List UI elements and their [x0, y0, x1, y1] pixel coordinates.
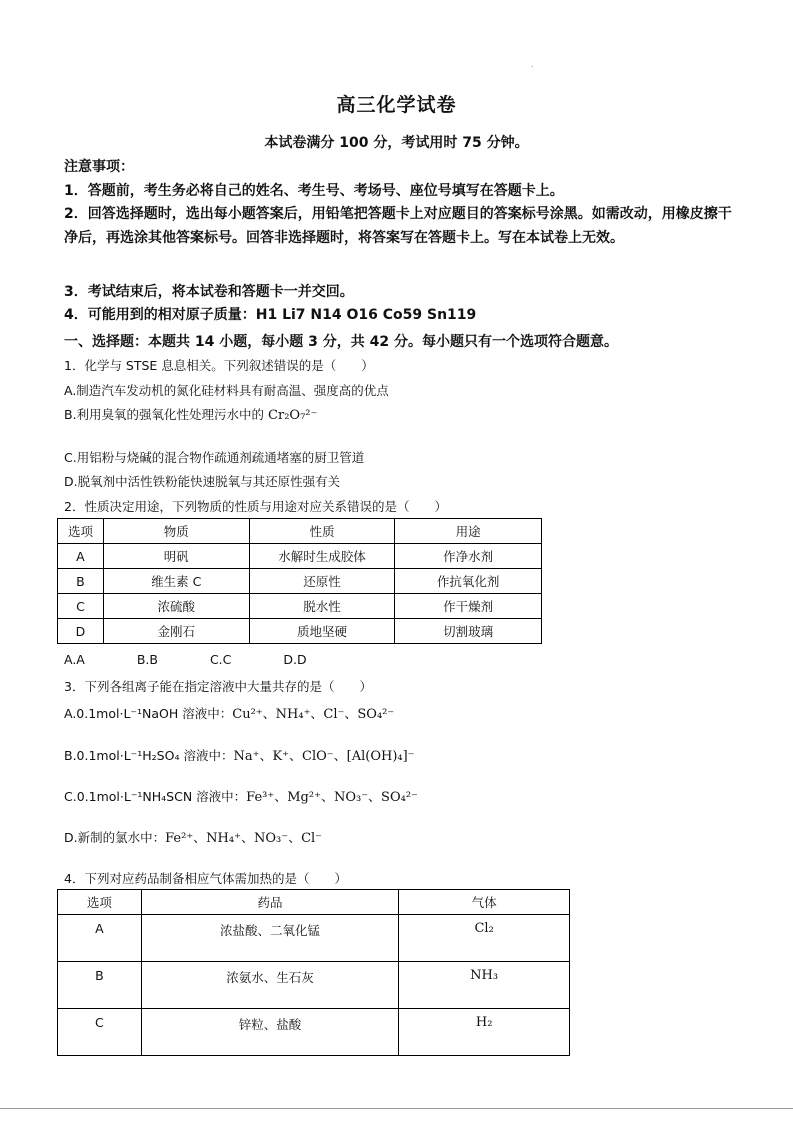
table-header-row [58, 519, 542, 544]
table-cell: 水解时生成胶体 [249, 544, 395, 569]
header-cell: 性质 [249, 519, 395, 544]
table-row [58, 594, 542, 619]
table-cell: Cl₂ [399, 915, 570, 962]
notice-item-4: 4．可能用到的相对原子质量：H1 Li7 N14 O16 Co59 Sn119 [64, 307, 477, 323]
ion-list: Fe³⁺、Mg²⁺、NO₃⁻、SO₄²⁻ [246, 790, 418, 805]
question-1-stem: 1．化学与 STSE 息息相关。下列叙述错误的是（ ） [64, 358, 374, 373]
question-3-option-d [64, 827, 322, 846]
question-3-stem: 3．下列各组离子能在指定溶液中大量共存的是（ ） [64, 679, 372, 694]
header-cell: 选项 [58, 890, 142, 915]
table-cell: C [58, 1009, 142, 1056]
table-cell: 明矾 [103, 544, 249, 569]
table-cell: 脱水性 [249, 594, 395, 619]
table-cell: C [58, 594, 104, 619]
question-2-answers [64, 652, 335, 667]
question-4-table [57, 889, 570, 1056]
header-cell: 物质 [103, 519, 249, 544]
option-label: D.新制的氯水中： [64, 830, 166, 845]
table-cell: D [58, 619, 104, 644]
question-3-option-b [64, 745, 415, 764]
dichromate-formula: Cr₂O₇²⁻ [268, 408, 318, 423]
answer-c: C.C [209, 652, 232, 667]
table-header-row [58, 890, 570, 915]
header-cell: 用途 [395, 519, 542, 544]
table-cell: 质地坚硬 [249, 619, 395, 644]
option-label: B.0.1mol·L⁻¹H₂SO₄ 溶液中： [64, 748, 234, 763]
table-cell: A [58, 915, 142, 962]
ion-list: Fe²⁺、NH₄⁺、NO₃⁻、Cl⁻ [165, 831, 323, 846]
table-cell: B [58, 962, 142, 1009]
question-1-option-c: C.用铝粉与烧碱的混合物作疏通剂疏通堵塞的厨卫管道 [64, 450, 365, 465]
table-cell: 切割玻璃 [395, 619, 542, 644]
table-row [58, 1009, 570, 1056]
option-label: A.0.1mol·L⁻¹NaOH 溶液中： [64, 706, 233, 721]
header-cell: 气体 [399, 890, 570, 915]
table-cell: 浓盐酸、二氧化锰 [141, 915, 398, 962]
answer-a: A.A [64, 652, 85, 667]
answer-d: D.D [283, 652, 307, 667]
notice-item-2: 2．回答选择题时，选出每小题答案后，用铅笔把答题卡上对应题目的答案标号涂黑。如需改动，用橡皮擦干净后，再选涂其他答案标号。回答非选择题时，将答案写在答题卡上。写在本试卷上无效。 [64, 206, 732, 246]
question-3-option-a [64, 703, 394, 722]
option-label: C.0.1mol·L⁻¹NH₄SCN 溶液中： [64, 789, 247, 804]
question-1-option-d: D.脱氧剂中活性铁粉能快速脱氧与其还原性强有关 [64, 474, 341, 489]
table-row [58, 619, 542, 644]
table-cell: 作抗氧化剂 [395, 569, 542, 594]
question-4-stem: 4．下列对应药品制备相应气体需加热的是（ ） [64, 871, 347, 886]
question-2-stem: 2．性质决定用途，下列物质的性质与用途对应关系错误的是（ ） [64, 499, 447, 514]
table-cell: 金刚石 [103, 619, 249, 644]
question-1-option-b [64, 405, 317, 423]
page-bottom-divider [0, 1108, 793, 1109]
header-cell: 选项 [58, 519, 104, 544]
section-heading: 一、选择题：本题共 14 小题，每小题 3 分，共 42 分。每小题只有一个选项符合题意。 [64, 334, 618, 350]
ion-list: Cu²⁺、NH₄⁺、Cl⁻、SO₄²⁻ [232, 707, 395, 722]
table-cell: 作干燥剂 [395, 594, 542, 619]
table-cell: 锌粒、盐酸 [141, 1009, 398, 1056]
question-3-option-c [64, 786, 418, 805]
table-cell: NH₃ [399, 962, 570, 1009]
table-cell: B [58, 569, 104, 594]
notice-item-3: 3．考试结束后，将本试卷和答题卡一并交回。 [64, 284, 354, 300]
option-b-text: B.利用臭氧的强氧化性处理污水中的 [64, 407, 265, 422]
question-1-option-a: A.制造汽车发动机的氮化硅材料具有耐高温、强度高的优点 [64, 383, 389, 398]
table-cell: 还原性 [249, 569, 395, 594]
table-row [58, 962, 570, 1009]
notice-heading: 注意事项： [64, 159, 134, 175]
page-mark: . [531, 60, 534, 69]
notice-item-1: 1．答题前，考生务必将自己的姓名、考生号、考场号、座位号填写在答题卡上。 [64, 183, 564, 199]
table-row [58, 569, 542, 594]
exam-title: 高三化学试卷 [336, 94, 457, 116]
table-cell: 维生素 C [103, 569, 249, 594]
table-cell: 作净水剂 [395, 544, 542, 569]
answer-b: B.B [136, 652, 158, 667]
table-row [58, 915, 570, 962]
exam-subtitle: 本试卷满分 100 分，考试用时 75 分钟。 [264, 135, 529, 151]
ion-list: Na⁺、K⁺、ClO⁻、[Al(OH)₄]⁻ [233, 749, 415, 764]
table-cell: 浓氨水、生石灰 [141, 962, 398, 1009]
table-cell: 浓硫酸 [103, 594, 249, 619]
header-cell: 药品 [141, 890, 398, 915]
question-2-table [57, 518, 542, 644]
table-row [58, 544, 542, 569]
table-cell: A [58, 544, 104, 569]
table-cell: H₂ [399, 1009, 570, 1056]
